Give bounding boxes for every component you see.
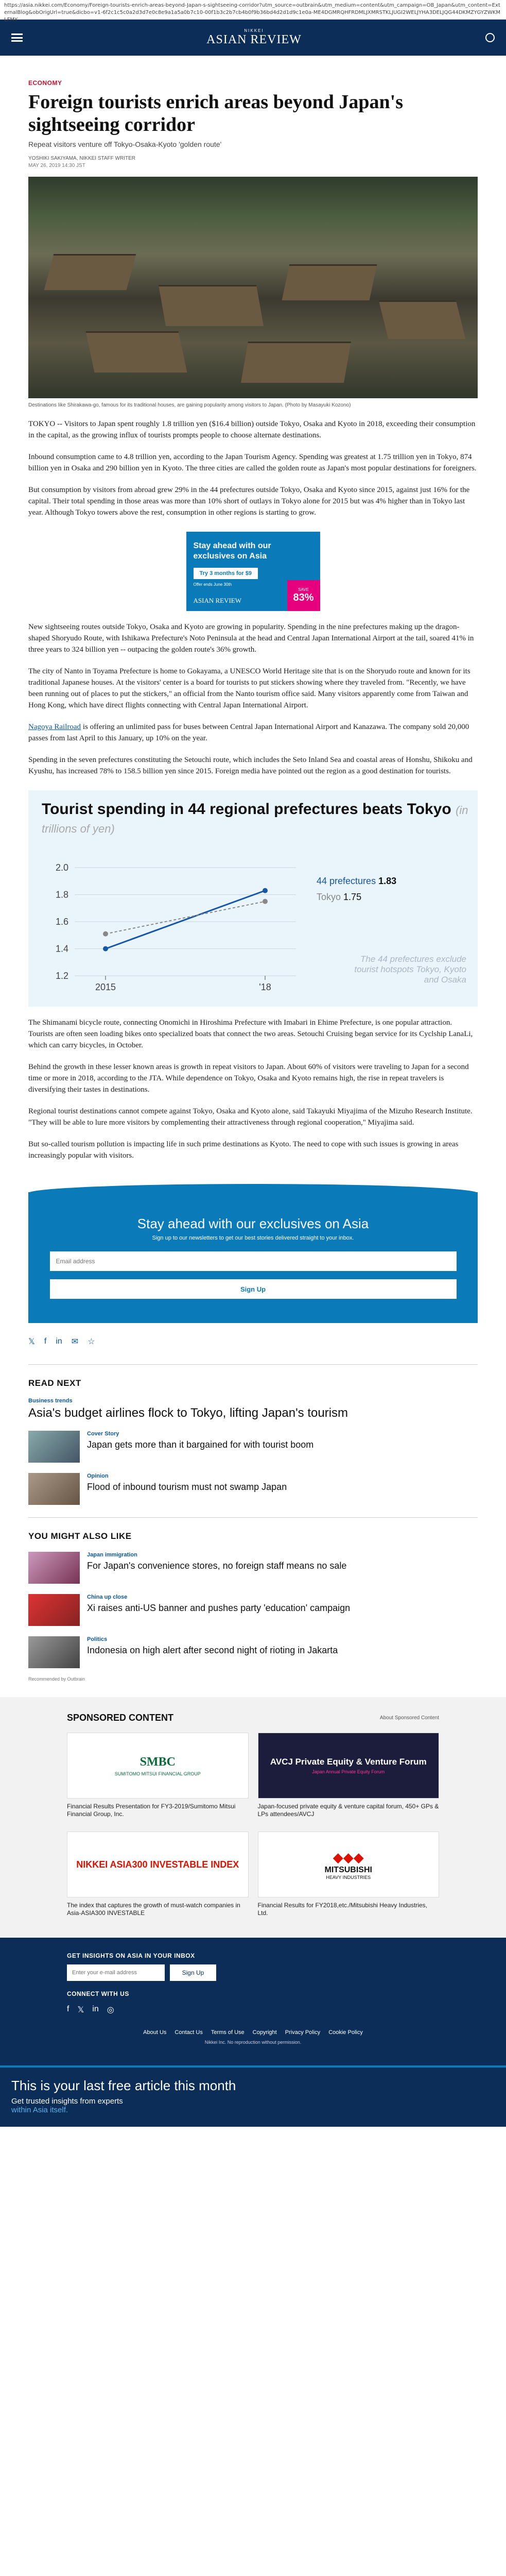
footer-connect-heading: CONNECT WITH US xyxy=(67,1990,129,1997)
paragraph-10: Regional tourist destinations cannot compete against Tokyo, Osaka and Kyoto alone, said Takayuki Miyajima of the Mizuho Research Institute. "They will be able to lure more visitors by complementing their attractiveness through regional cooperation," Miyajima said. xyxy=(28,1107,473,1127)
chart-unit: (in trillions of yen) xyxy=(42,804,468,835)
sponsored-card-text[interactable]: Japan-focused private equity & venture capital forum, 450+ GPs & LPs attendees/AVCJ xyxy=(257,1803,439,1818)
legend-44-name: 44 prefectures xyxy=(317,876,376,886)
ad-note: Offer ends June 30th xyxy=(193,582,232,587)
footer-insights-heading: GET INSIGHTS ON ASIA IN YOUR INBOX xyxy=(67,1952,195,1959)
chart-y-tick-label: 1.6 xyxy=(55,917,68,927)
linkedin-icon[interactable]: in xyxy=(56,1337,62,1346)
chart-y-tick-label: 1.8 xyxy=(55,889,68,900)
read-next-head[interactable]: Flood of inbound tourism must not swamp Japan xyxy=(87,1482,287,1492)
ad-save-label: SAVE xyxy=(298,587,309,592)
footer-twitter-icon[interactable]: 𝕏 xyxy=(77,2006,84,2014)
paywall-banner[interactable] xyxy=(0,2065,506,2127)
paragraph-6 xyxy=(28,721,478,744)
paragraph-5: The city of Nanto in Toyama Prefecture is home to Gokayama, a UNESCO World Heritage site that is on the Shoryudo route and known for its traditional Japanese houses. At the visitors' center is a board for tourists to put stickers showing where they traveled from. "Recently, we have been running out of places to put the stickers," an official from the Nanto tourism office said. Many visitors apparently come from Taiwan and Hong Kong, which have direct flights connecting with Central Japan International Airport. xyxy=(28,667,470,709)
sponsored-card-image[interactable] xyxy=(67,1832,249,1897)
chart-x-tick-label: '18 xyxy=(259,982,271,992)
might-like-head[interactable]: Xi raises anti-US banner and pushes party 'education' campaign xyxy=(87,1603,351,1613)
footer-copyright: Nikkei Inc. No reproduction without permission. xyxy=(204,2040,302,2045)
read-next-heading: READ NEXT xyxy=(28,1378,81,1388)
hero-caption: Destinations like Shirakawa-go, famous for its traditional houses, are gaining popularity among visitors to Japan. (Photo by Masayuki Kozono) xyxy=(28,402,351,408)
read-next-main[interactable] xyxy=(28,1398,478,1420)
logo-big: ASIAN REVIEW xyxy=(206,33,302,46)
legend-tokyo xyxy=(317,892,396,903)
mitsubishi-logo: MITSUBISHI xyxy=(324,1865,372,1874)
ad-headline: Stay ahead with our exclusives on Asia xyxy=(193,541,271,561)
read-next-main-tag[interactable]: Business trends xyxy=(28,1398,73,1404)
might-like-tag[interactable]: Japan immigration xyxy=(87,1552,137,1558)
read-next-head[interactable]: Japan gets more than it bargained for with tourist boom xyxy=(87,1439,314,1450)
footer-link-terms[interactable]: Terms of Use xyxy=(211,2029,245,2036)
mitsubishi-diamond-icon: ◆◆◆ xyxy=(333,1849,364,1865)
might-like-heading: YOU MIGHT ALSO LIKE xyxy=(28,1531,132,1541)
sponsored-heading: SPONSORED CONTENT xyxy=(67,1713,174,1723)
paragraph-1: TOKYO -- Visitors to Japan spent roughly 1.8 trillion yen ($16.4 billion) outside Tokyo, Osaka and Kyoto in 2018, exceeding their consumption in the capital, as the growing influx of tourists prompts people to choose alternate destinations. xyxy=(28,420,476,439)
paragraph-3: But consumption by visitors from abroad grew 29% in the 44 prefectures outside Tokyo, Osaka and Kyoto since 2015, against just 16% for the capital. Their total spending in those areas was more than 10% short of outlays in Tokyo alone for 2015 but was 4% higher than in Tokyo last year. Although Tokyo towers above the rest, consumption in other regions is starting to grow. xyxy=(28,486,470,517)
email-icon[interactable]: ✉ xyxy=(71,1337,79,1346)
avcj-sub: Japan Annual Private Equity Forum xyxy=(312,1769,385,1774)
bookmark-icon[interactable]: ☆ xyxy=(88,1337,95,1346)
read-next-tag[interactable]: Cover Story xyxy=(87,1431,119,1437)
article-byline[interactable]: YOSHIKI SAKIYAMA, NIKKEI STAFF WRITER xyxy=(28,156,135,161)
paragraph-8: The Shimanami bicycle route, connecting Onomichi in Hiroshima Prefecture with Imabari in Ehime Prefecture, is one popular attraction. Tourists are often seen loading bikes onto specialized boats that connect the two areas. Setouchi Cruising began service for its Cyclship LanaLi, which can carry bicycles, in October. xyxy=(28,1019,473,1049)
might-like-tag[interactable]: China up close xyxy=(87,1594,128,1600)
chart-series-line xyxy=(106,902,265,934)
footer-email-input[interactable] xyxy=(67,1964,165,1981)
article-date: MAY 26, 2019 14:30 JST xyxy=(28,163,85,168)
chart-series-line xyxy=(106,891,265,949)
ad-try-button[interactable]: Try 3 months for $9 xyxy=(194,568,258,579)
read-next-item[interactable] xyxy=(28,1473,478,1505)
sponsored-card[interactable] xyxy=(67,1832,249,1917)
footer-rss-icon[interactable]: ◎ xyxy=(107,2006,114,2014)
newsletter-signup-button[interactable]: Sign Up xyxy=(50,1279,457,1299)
facebook-icon[interactable]: f xyxy=(44,1337,47,1346)
top-navigation xyxy=(0,20,506,56)
chart-data-point xyxy=(103,931,108,937)
site-logo[interactable] xyxy=(206,28,302,47)
footer-link-about[interactable]: About Us xyxy=(143,2029,167,2036)
spending-chart xyxy=(28,790,478,1007)
footer-link-privacy[interactable]: Privacy Policy xyxy=(285,2029,321,2036)
might-like-item[interactable] xyxy=(28,1552,478,1584)
smbc-sub: SUMITOMO MITSUI FINANCIAL GROUP xyxy=(114,1771,201,1776)
newsletter-signup xyxy=(28,1192,478,1323)
newsletter-subtext: Sign up to our newsletters to get our best stories delivered straight to your inbox. xyxy=(152,1235,354,1241)
paywall-headline: This is your last free article this month xyxy=(11,2078,236,2093)
might-like-thumb[interactable] xyxy=(28,1594,80,1626)
paragraph-9: Behind the growth in these lesser known areas is growth in repeat visitors to Japan. About 60% of visitors were traveling to Japan for a second time or more in 2018, according to the JTA. While dependence on Tokyo, Osaka and Kyoto remains high, the rise in repeat travelers is diversifying their tastes in destinations. xyxy=(28,1063,469,1094)
about-sponsored-link[interactable]: About Sponsored Content xyxy=(379,1715,439,1721)
newsletter-headline: Stay ahead with our exclusives on Asia xyxy=(137,1216,369,1231)
ad-save-badge xyxy=(287,580,320,611)
inline-subscription-ad[interactable] xyxy=(186,532,320,611)
chart-y-tick-label: 2.0 xyxy=(55,862,68,873)
footer-signup-button[interactable]: Sign Up xyxy=(170,1964,216,1981)
footer-facebook-icon[interactable]: f xyxy=(67,2005,69,2013)
avcj-title: AVCJ Private Equity & Venture Forum xyxy=(270,1757,427,1767)
chart-data-point xyxy=(263,899,268,904)
article-title: Foreign tourists enrich areas beyond Japan's sightseeing corridor xyxy=(28,91,404,135)
paragraph-6-text: is offering an unlimited pass for buses between Central Japan International Airport and Kanazawa. The company sold 20,000 passes from last April to this January, up 10% on the year. xyxy=(28,723,469,742)
read-next-tag[interactable]: Opinion xyxy=(87,1473,109,1479)
legend-tokyo-name: Tokyo xyxy=(317,892,341,902)
might-like-head[interactable]: For Japan's convenience stores, no foreign staff means no sale xyxy=(87,1561,347,1571)
paywall-subline: Get trusted insights from experts xyxy=(11,2097,123,2106)
sponsored-card[interactable] xyxy=(67,1733,249,1818)
read-next-main-head[interactable]: Asia's budget airlines flock to Tokyo, lifting Japan's tourism xyxy=(28,1406,348,1420)
hero-image xyxy=(28,177,478,398)
menu-icon[interactable] xyxy=(11,33,23,42)
chart-y-tick-label: 1.2 xyxy=(55,971,68,981)
chart-data-point xyxy=(263,888,268,893)
footer-link-copyright[interactable]: Copyright xyxy=(252,2029,277,2036)
newsletter-email-input[interactable] xyxy=(50,1251,457,1271)
chart-data-point xyxy=(103,946,108,952)
paragraph-4: New sightseeing routes outside Tokyo, Osaka and Kyoto are growing in popularity. Spending in the nine prefectures making up the dragon-shaped Shoryudo Route, with Ishikawa Prefecture's Noto Peninsula at the head and Central Japan International Airport at the tail, soared 41% in three years to 324 billion yen -- outpacing the golden route's 36% growth. xyxy=(28,623,474,654)
legend-tokyo-value: 1.75 xyxy=(343,892,362,902)
sponsored-card-text[interactable]: Financial Results Presentation for FY3-2019/Sumitomo Mitsui Financial Group, Inc. xyxy=(67,1803,236,1818)
article-subtitle: Repeat visitors venture off Tokyo-Osaka-Kyoto 'golden route' xyxy=(28,140,222,148)
legend-44-value: 1.83 xyxy=(378,876,397,886)
legend-44-prefectures xyxy=(317,876,396,887)
might-like-item[interactable] xyxy=(28,1594,478,1626)
user-icon[interactable] xyxy=(485,33,495,42)
footer-link-contact[interactable]: Contact Us xyxy=(175,2029,203,2036)
sponsored-section xyxy=(0,1697,506,1938)
might-like-item[interactable] xyxy=(28,1636,478,1668)
browser-url-bar[interactable]: https://asia.nikkei.com/Economy/Foreign-tourists-enrich-areas-beyond-Japan-s-sightseeing-corridor?utm_source=outbrain&utm_medium=content&utm_campaign=OB_Japan&utm_content=ExternalBlog&obOrigUrl=true&dicbo=v1-6f2c1c5c0a2d3d7e0c8e9a1a5a0b7c10-00f1b3c2b7cb4b0f9b36bd4d2d1d9c1e0a-ME4DGMRQHFRDMLJXMRSTKLJUGI2WELJYHA3DELJQG44DKMZYGYZWKMLFMY xyxy=(0,0,506,20)
footer xyxy=(0,1938,506,2065)
article-container xyxy=(0,79,506,1682)
mitsubishi-sub: HEAVY INDUSTRIES xyxy=(326,1874,371,1880)
asia300-logo: NIKKEI ASIA300 INVESTABLE INDEX xyxy=(76,1859,239,1870)
might-like-thumb[interactable] xyxy=(28,1552,80,1584)
sponsored-card-image[interactable] xyxy=(67,1733,249,1799)
footer-linkedin-icon[interactable]: in xyxy=(92,2005,99,2013)
ad-brand: ASIAN REVIEW xyxy=(193,597,242,604)
twitter-icon[interactable]: 𝕏 xyxy=(28,1337,35,1346)
sponsored-card-image[interactable] xyxy=(258,1733,440,1799)
might-like-thumb[interactable] xyxy=(28,1636,80,1668)
sponsored-card-text[interactable]: The index that captures the growth of must-watch companies in Asia-ASIA300 INVESTABLE xyxy=(67,1902,240,1917)
paragraph-11: But so-called tourism pollution is impacting life in such prime destinations as Kyoto. The need to cope with such issues is growing in areas increasingly popular with visitors. xyxy=(28,1140,459,1160)
chart-y-tick-label: 1.4 xyxy=(55,943,68,954)
smbc-logo: SMBC xyxy=(139,1755,176,1769)
chart-note: The 44 prefectures exclude tourist hotspots Tokyo, Kyoto and Osaka xyxy=(354,954,466,985)
read-next-item[interactable] xyxy=(28,1431,478,1463)
read-next-thumb[interactable] xyxy=(28,1431,80,1463)
logo-small: NIKKEI xyxy=(244,28,264,33)
chart-title-text: Tourist spending in 44 regional prefectures beats Tokyo xyxy=(42,801,451,818)
share-bar xyxy=(28,1336,478,1347)
nagoya-railroad-link[interactable]: Nagoya Railroad xyxy=(28,723,81,731)
chart-x-tick-label: 2015 xyxy=(95,982,116,992)
footer-link-cookie[interactable]: Cookie Policy xyxy=(328,2029,363,2036)
paywall-subline-2: within Asia itself. xyxy=(11,2106,68,2114)
might-like-head[interactable]: Indonesia on high alert after second night of rioting in Jakarta xyxy=(87,1645,338,1655)
section-tag[interactable]: ECONOMY xyxy=(28,79,62,87)
footer-links xyxy=(67,2029,439,2036)
sponsored-card[interactable] xyxy=(258,1733,440,1818)
might-like-tag[interactable]: Politics xyxy=(87,1636,108,1642)
read-next-thumb[interactable] xyxy=(28,1473,80,1505)
paragraph-2: Inbound consumption came to 4.8 trillion yen, according to the Japan Tourism Agency. Spending was greatest at 1.75 trillion yen in Tokyo, 874 billion yen in Osaka and 290 billion yen in Kyoto. The three cities are called the golden route as Japan's most popular destinations for foreigners. xyxy=(28,453,477,472)
outbrain-credit[interactable]: Recommended by Outbrain xyxy=(28,1676,85,1682)
ad-save-pct: 83% xyxy=(293,592,314,603)
paragraph-7: Spending in the seven prefectures constituting the Setouchi route, which includes the Seto Inland Sea and coastal areas of Honshu, Shikoku and Kyushu, has increased 78% to 158.5 billion yen since 2015. Foreign media have pointed out the region as a good destination for tourists. xyxy=(28,756,473,775)
sponsored-card-text[interactable]: Financial Results for FY2018,etc./Mitsubishi Heavy Industries, Ltd. xyxy=(257,1902,427,1917)
sponsored-card[interactable] xyxy=(258,1832,440,1917)
chart-legend xyxy=(317,876,396,908)
sponsored-card-image[interactable] xyxy=(258,1832,440,1897)
